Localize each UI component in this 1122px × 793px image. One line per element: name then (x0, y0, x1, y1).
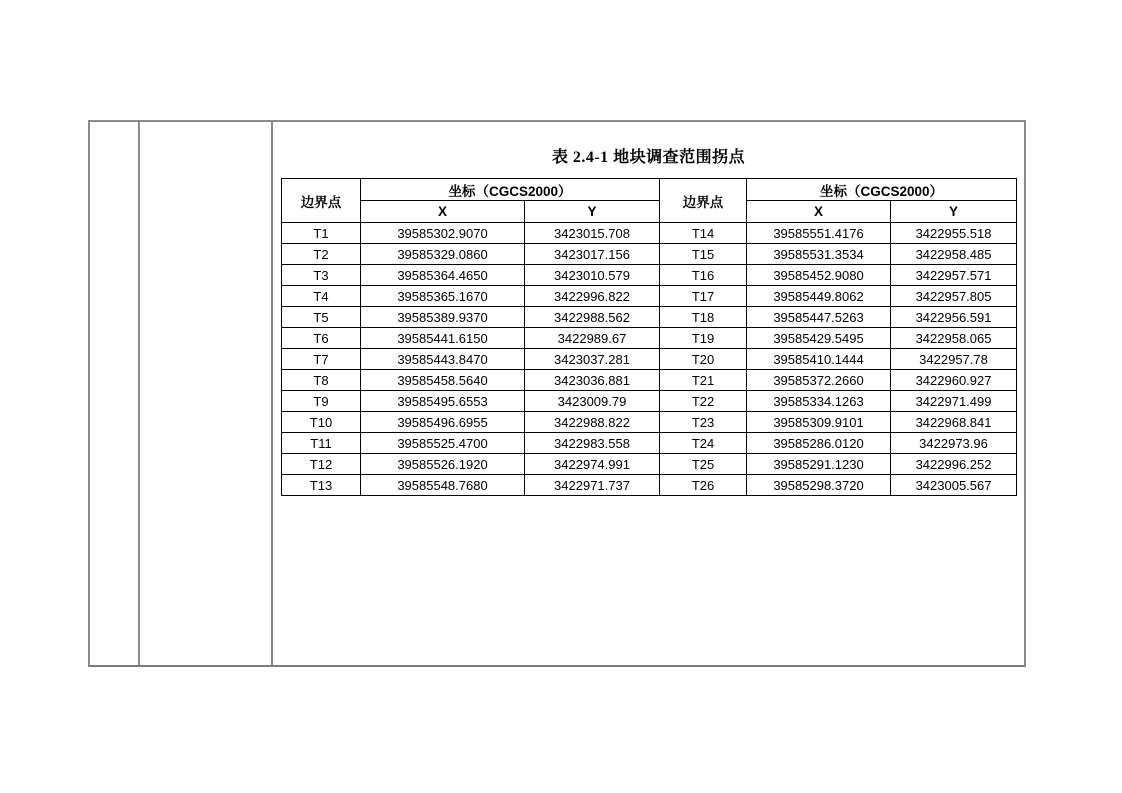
x-coordinate-cell: 39585531.3534 (747, 244, 891, 265)
y-coordinate-cell: 3422973.96 (891, 433, 1017, 454)
point-id-cell: T14 (660, 223, 747, 244)
y-coordinate-cell: 3423009.79 (525, 391, 660, 412)
x-coordinate-cell: 39585495.6553 (361, 391, 525, 412)
point-id-cell: T13 (282, 475, 361, 496)
frame-column-content (273, 122, 1024, 665)
table-row (282, 391, 1017, 412)
x-coordinate-cell: 39585525.4700 (361, 433, 525, 454)
table-row (282, 328, 1017, 349)
point-id-cell: T1 (282, 223, 361, 244)
y-coordinate-cell: 3422956.591 (891, 307, 1017, 328)
point-id-cell: T8 (282, 370, 361, 391)
point-id-cell: T18 (660, 307, 747, 328)
x-coordinate-cell: 39585526.1920 (361, 454, 525, 475)
x-coordinate-cell: 39585458.5640 (361, 370, 525, 391)
y-coordinate-cell: 3422958.485 (891, 244, 1017, 265)
x-coordinate-cell: 39585372.2660 (747, 370, 891, 391)
x-coordinate-cell: 39585364.4650 (361, 265, 525, 286)
point-id-cell: T23 (660, 412, 747, 433)
header-row-1 (282, 179, 1017, 201)
table-row (282, 433, 1017, 454)
table-header (282, 179, 1017, 223)
table-row (282, 265, 1017, 286)
document-frame (88, 120, 1026, 667)
point-id-cell: T6 (282, 328, 361, 349)
table-body (282, 223, 1017, 496)
table-row (282, 307, 1017, 328)
y-coordinate-cell: 3422957.805 (891, 286, 1017, 307)
table-row (282, 370, 1017, 391)
point-id-cell: T9 (282, 391, 361, 412)
x-coordinate-cell: 39585447.5263 (747, 307, 891, 328)
y-coordinate-cell: 3422988.562 (525, 307, 660, 328)
y-coordinate-cell: 3422983.558 (525, 433, 660, 454)
x-coordinate-cell: 39585389.9370 (361, 307, 525, 328)
x-coordinate-cell: 39585551.4176 (747, 223, 891, 244)
x-coordinate-cell: 39585298.3720 (747, 475, 891, 496)
x-coordinate-cell: 39585496.6955 (361, 412, 525, 433)
point-id-cell: T5 (282, 307, 361, 328)
x-coordinate-cell: 39585441.6150 (361, 328, 525, 349)
x-coordinate-cell: 39585443.8470 (361, 349, 525, 370)
y-coordinate-cell: 3422974.991 (525, 454, 660, 475)
y-coordinate-cell: 3422958.065 (891, 328, 1017, 349)
table-row (282, 244, 1017, 265)
y-coordinate-cell: 3422989.67 (525, 328, 660, 349)
table-row (282, 223, 1017, 244)
point-id-cell: T25 (660, 454, 747, 475)
table-row (282, 412, 1017, 433)
y-coordinate-cell: 3422996.252 (891, 454, 1017, 475)
table-row (282, 349, 1017, 370)
y-coordinate-cell: 3423037.281 (525, 349, 660, 370)
table-row (282, 475, 1017, 496)
header-boundary-point-right: 边界点 (660, 179, 747, 223)
point-id-cell: T20 (660, 349, 747, 370)
header-row-2 (282, 201, 1017, 223)
x-coordinate-cell: 39585548.7680 (361, 475, 525, 496)
point-id-cell: T3 (282, 265, 361, 286)
y-coordinate-cell: 3422971.499 (891, 391, 1017, 412)
point-id-cell: T22 (660, 391, 747, 412)
y-coordinate-cell: 3422957.78 (891, 349, 1017, 370)
point-id-cell: T16 (660, 265, 747, 286)
table-row (282, 454, 1017, 475)
coordinate-table (281, 178, 1017, 496)
x-coordinate-cell: 39585302.9070 (361, 223, 525, 244)
point-id-cell: T24 (660, 433, 747, 454)
x-coordinate-cell: 39585449.8062 (747, 286, 891, 307)
y-coordinate-cell: 3423015.708 (525, 223, 660, 244)
header-y-left: Y (525, 201, 660, 223)
point-id-cell: T11 (282, 433, 361, 454)
x-coordinate-cell: 39585291.1230 (747, 454, 891, 475)
table-row (282, 286, 1017, 307)
y-coordinate-cell: 3422960.927 (891, 370, 1017, 391)
frame-column-middle (140, 122, 273, 665)
x-coordinate-cell: 39585286.0120 (747, 433, 891, 454)
y-coordinate-cell: 3422957.571 (891, 265, 1017, 286)
header-boundary-point-left: 边界点 (282, 179, 361, 223)
point-id-cell: T15 (660, 244, 747, 265)
x-coordinate-cell: 39585429.5495 (747, 328, 891, 349)
point-id-cell: T17 (660, 286, 747, 307)
frame-column-left (90, 122, 140, 665)
x-coordinate-cell: 39585334.1263 (747, 391, 891, 412)
y-coordinate-cell: 3422955.518 (891, 223, 1017, 244)
header-coordinate-group-left: 坐标（CGCS2000） (361, 179, 660, 201)
point-id-cell: T2 (282, 244, 361, 265)
point-id-cell: T10 (282, 412, 361, 433)
x-coordinate-cell: 39585365.1670 (361, 286, 525, 307)
y-coordinate-cell: 3422996.822 (525, 286, 660, 307)
header-x-left: X (361, 201, 525, 223)
y-coordinate-cell: 3422968.841 (891, 412, 1017, 433)
header-x-right: X (747, 201, 891, 223)
y-coordinate-cell: 3423036.881 (525, 370, 660, 391)
header-coordinate-group-right: 坐标（CGCS2000） (747, 179, 1017, 201)
point-id-cell: T21 (660, 370, 747, 391)
table-title: 表 2.4-1 地块调查范围拐点 (551, 149, 746, 166)
point-id-cell: T4 (282, 286, 361, 307)
x-coordinate-cell: 39585410.1444 (747, 349, 891, 370)
point-id-cell: T26 (660, 475, 747, 496)
y-coordinate-cell: 3422988.822 (525, 412, 660, 433)
header-y-right: Y (891, 201, 1017, 223)
x-coordinate-cell: 39585452.9080 (747, 265, 891, 286)
y-coordinate-cell: 3423017.156 (525, 244, 660, 265)
x-coordinate-cell: 39585309.9101 (747, 412, 891, 433)
point-id-cell: T12 (282, 454, 361, 475)
y-coordinate-cell: 3423005.567 (891, 475, 1017, 496)
y-coordinate-cell: 3423010.579 (525, 265, 660, 286)
point-id-cell: T7 (282, 349, 361, 370)
point-id-cell: T19 (660, 328, 747, 349)
x-coordinate-cell: 39585329.0860 (361, 244, 525, 265)
y-coordinate-cell: 3422971.737 (525, 475, 660, 496)
